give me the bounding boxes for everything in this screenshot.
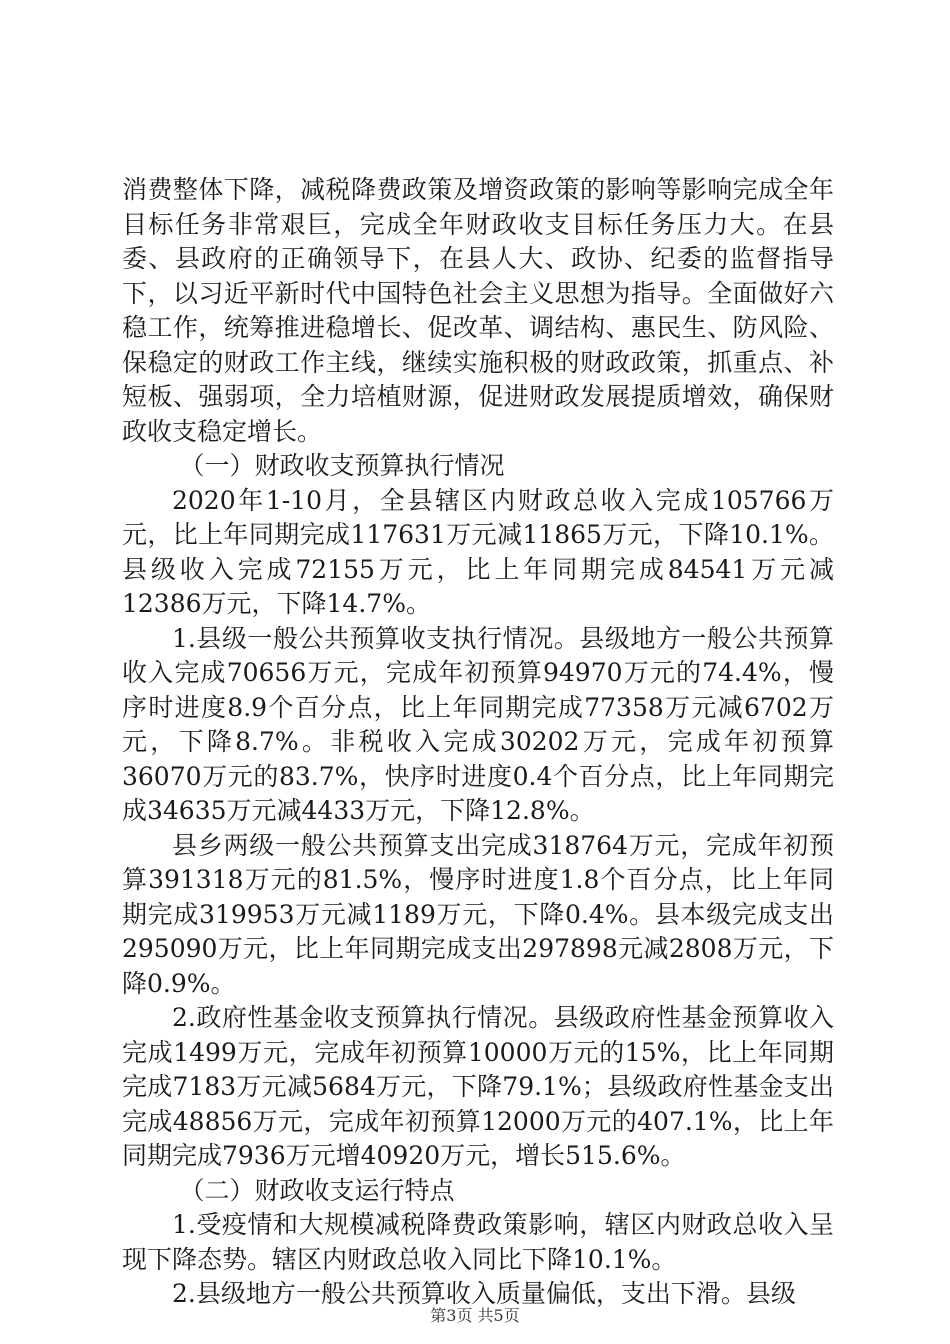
paragraph-expenditure: 县乡两级一般公共预算支出完成318764万元，完成年初预算391318万元的81.5%，慢序时进度1.8个百分点，比上年同期完成319953万元减1189万元，下降0.4%。县本级完成支出295090万元，比上年同期完成支出297898元减2808万元，下降0.9%。	[122, 830, 834, 998]
paragraph-feature-2: 2.县级地方一般公共预算收入质量偏低，支出下滑。县级	[172, 1279, 796, 1308]
paragraph-fund-budget: 2.政府性基金收支预算执行情况。县级政府性基金预算收入完成1499万元，完成年初预算10000万元的15%，比上年同期完成7183万元减5684万元，下降79.1%；县级政府性基金支出完成48856万元，完成年初预算12000万元的407.1%，比上年同期完成7936万元增40920万元，增长515.6%。	[122, 1003, 834, 1170]
paragraph-feature-1: 1.受疫情和大规模减税降费政策影响，辖区内财政总收入呈现下降态势。辖区内财政总收入同比下降10.1%。	[122, 1210, 834, 1274]
page-number-footer: 第3页 共5页	[430, 1306, 520, 1325]
paragraph-intro: 消费整体下降，减税降费政策及增资政策的影响等影响完成全年目标任务非常艰巨，完成全年财政收支目标任务压力大。在县委、县政府的正确领导下，在县人大、政协、纪委的监督指导下，以习近平新时代中国特色社会主义思想为指导。全面做好六稳工作，统筹推进稳增长、促改革、调结构、惠民生、防风险、保稳定的财政工作主线，继续实施积极的财政政策，抓重点、补短板、强弱项，全力培植财源，促进财政发展提质增效，确保财政收支稳定增长。	[122, 175, 834, 446]
document-body	[122, 173, 834, 1312]
paragraph-total-revenue: 2020年1-10月，全县辖区内财政总收入完成105766万元，比上年同期完成117631万元减11865万元，下降10.1%。县级收入完成72155万元，比上年同期完成84541万元减12386万元，下降14.7%。	[122, 485, 834, 618]
paragraph-general-budget: 1.县级一般公共预算收支执行情况。县级地方一般公共预算收入完成70656万元，完成年初预算94970万元的74.4%，慢序时进度8.9个百分点，比上年同期完成77358万元减6702万元，下降8.7%。非税收入完成30202万元，完成年初预算36070万元的83.7%，快序时进度0.4个百分点，比上年同期完成34635万元减4433万元，下降12.8%。	[122, 623, 834, 825]
section-heading-budget-execution: （一）财政收支预算执行情况	[179, 451, 505, 480]
section-heading-features: （二）财政收支运行特点	[179, 1175, 455, 1205]
